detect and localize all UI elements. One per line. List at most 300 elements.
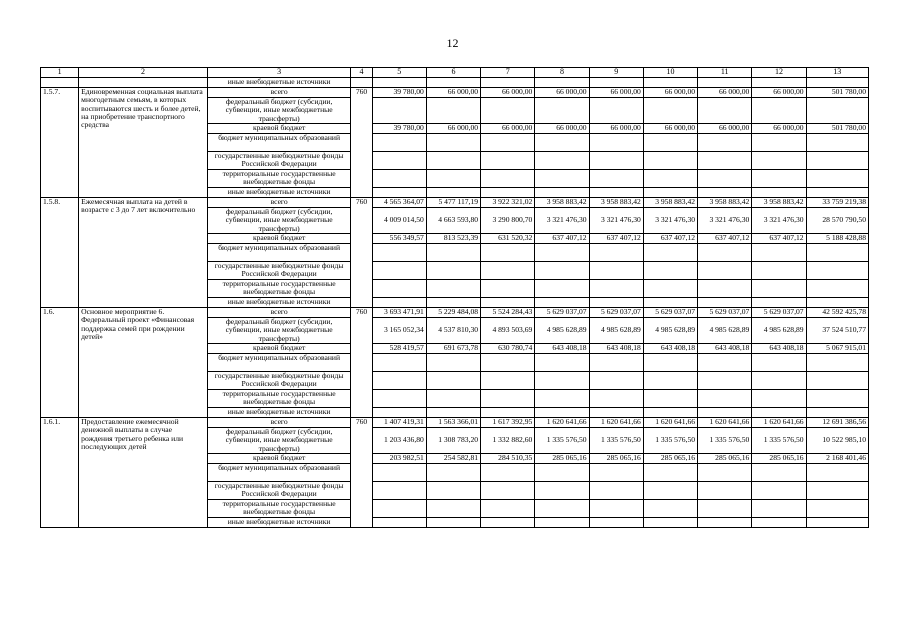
funding-source: территориальные государственные внебюджетные фонды bbox=[207, 280, 351, 298]
amount-cell: 66 000,00 bbox=[535, 124, 589, 134]
amount-cell: 4 009 014,50 bbox=[372, 208, 426, 234]
amount-cell: 4 985 628,89 bbox=[535, 318, 589, 344]
amount-cell: 3 321 476,30 bbox=[698, 208, 752, 234]
amount-cell bbox=[535, 390, 589, 408]
amount-cell bbox=[426, 188, 480, 198]
amount-cell bbox=[535, 298, 589, 308]
amount-cell bbox=[643, 518, 697, 528]
funding-source: всего bbox=[207, 198, 351, 208]
amount-cell bbox=[643, 408, 697, 418]
amount-cell bbox=[752, 464, 806, 482]
amount-cell bbox=[643, 262, 697, 280]
amount-cell bbox=[481, 518, 535, 528]
amount-cell: 3 958 883,42 bbox=[752, 198, 806, 208]
amount-cell bbox=[643, 280, 697, 298]
amount-cell bbox=[752, 262, 806, 280]
amount-cell: 637 407,12 bbox=[752, 234, 806, 244]
amount-cell: 3 958 883,42 bbox=[698, 198, 752, 208]
amount-cell: 3 290 800,70 bbox=[481, 208, 535, 234]
amount-cell bbox=[426, 518, 480, 528]
table-row bbox=[41, 88, 869, 98]
funding-source: государственные внебюджетные фонды Российской Федерации bbox=[207, 152, 351, 170]
amount-cell bbox=[481, 134, 535, 152]
empty-cell bbox=[698, 78, 752, 88]
total-cell bbox=[806, 354, 868, 372]
amount-cell bbox=[426, 390, 480, 408]
amount-cell bbox=[589, 482, 643, 500]
amount-cell: 631 520,32 bbox=[481, 234, 535, 244]
amount-cell bbox=[698, 354, 752, 372]
funding-source: территориальные государственные внебюджетные фонды bbox=[207, 500, 351, 518]
total-cell bbox=[806, 152, 868, 170]
total-cell bbox=[806, 170, 868, 188]
table-body bbox=[41, 78, 869, 528]
amount-cell: 66 000,00 bbox=[535, 88, 589, 98]
amount-cell bbox=[372, 464, 426, 482]
amount-cell bbox=[752, 170, 806, 188]
amount-cell: 637 407,12 bbox=[643, 234, 697, 244]
amount-cell bbox=[426, 500, 480, 518]
total-cell bbox=[806, 408, 868, 418]
amount-cell: 643 408,18 bbox=[535, 344, 589, 354]
amount-cell bbox=[698, 170, 752, 188]
admin-code: 760 bbox=[351, 198, 372, 308]
amount-cell: 203 982,51 bbox=[372, 454, 426, 464]
amount-cell: 66 000,00 bbox=[589, 124, 643, 134]
amount-cell bbox=[481, 170, 535, 188]
amount-cell bbox=[698, 408, 752, 418]
amount-cell bbox=[481, 98, 535, 124]
amount-cell: 1 620 641,66 bbox=[535, 418, 589, 428]
empty-cell bbox=[79, 78, 208, 88]
amount-cell: 254 582,81 bbox=[426, 454, 480, 464]
total-cell: 37 524 510,77 bbox=[806, 318, 868, 344]
empty-cell bbox=[481, 78, 535, 88]
amount-cell: 66 000,00 bbox=[643, 88, 697, 98]
amount-cell: 1 335 576,50 bbox=[643, 428, 697, 454]
total-cell: 28 570 790,50 bbox=[806, 208, 868, 234]
page-number: 12 bbox=[446, 36, 459, 50]
table-row bbox=[41, 308, 869, 318]
total-cell: 501 780,00 bbox=[806, 124, 868, 134]
empty-cell bbox=[426, 78, 480, 88]
funding-source: иные внебюджетные источники bbox=[207, 188, 351, 198]
total-cell bbox=[806, 280, 868, 298]
amount-cell: 4 893 503,69 bbox=[481, 318, 535, 344]
column-number-row bbox=[41, 68, 869, 78]
amount-cell bbox=[643, 390, 697, 408]
amount-cell bbox=[372, 354, 426, 372]
funding-source: иные внебюджетные источники bbox=[207, 78, 351, 88]
amount-cell bbox=[535, 518, 589, 528]
total-cell: 10 522 985,10 bbox=[806, 428, 868, 454]
column-number: 5 bbox=[372, 68, 426, 78]
amount-cell bbox=[589, 518, 643, 528]
amount-cell: 66 000,00 bbox=[481, 88, 535, 98]
amount-cell bbox=[535, 262, 589, 280]
amount-cell: 39 780,00 bbox=[372, 88, 426, 98]
amount-cell bbox=[752, 372, 806, 390]
item-title: Единовременная социальная выплата многодетным семьям, в которых воспитываются шесть и более детей, на приобретение транспортного средства bbox=[79, 88, 208, 198]
amount-cell bbox=[698, 188, 752, 198]
amount-cell bbox=[643, 98, 697, 124]
amount-cell: 643 408,18 bbox=[752, 344, 806, 354]
column-number: 10 bbox=[643, 68, 697, 78]
amount-cell bbox=[426, 482, 480, 500]
column-number: 9 bbox=[589, 68, 643, 78]
amount-cell bbox=[481, 408, 535, 418]
amount-cell bbox=[372, 482, 426, 500]
amount-cell bbox=[372, 170, 426, 188]
total-cell bbox=[806, 244, 868, 262]
item-number: 1.5.8. bbox=[41, 198, 79, 308]
amount-cell bbox=[426, 262, 480, 280]
amount-cell: 1 620 641,66 bbox=[698, 418, 752, 428]
funding-source: всего bbox=[207, 418, 351, 428]
amount-cell bbox=[752, 134, 806, 152]
amount-cell bbox=[643, 152, 697, 170]
amount-cell bbox=[372, 518, 426, 528]
item-number: 1.6. bbox=[41, 308, 79, 418]
amount-cell bbox=[372, 408, 426, 418]
empty-cell bbox=[535, 78, 589, 88]
amount-cell bbox=[698, 482, 752, 500]
amount-cell: 643 408,18 bbox=[698, 344, 752, 354]
amount-cell bbox=[698, 372, 752, 390]
amount-cell bbox=[372, 98, 426, 124]
amount-cell: 4 537 810,30 bbox=[426, 318, 480, 344]
amount-cell: 637 407,12 bbox=[589, 234, 643, 244]
amount-cell bbox=[535, 280, 589, 298]
column-number: 11 bbox=[698, 68, 752, 78]
amount-cell: 5 629 037,07 bbox=[535, 308, 589, 318]
amount-cell bbox=[372, 372, 426, 390]
amount-cell: 3 922 321,02 bbox=[481, 198, 535, 208]
amount-cell bbox=[481, 244, 535, 262]
total-cell: 5 067 915,01 bbox=[806, 344, 868, 354]
amount-cell bbox=[643, 170, 697, 188]
carry-over-row bbox=[41, 78, 869, 88]
amount-cell bbox=[643, 500, 697, 518]
amount-cell bbox=[535, 188, 589, 198]
amount-cell bbox=[698, 152, 752, 170]
amount-cell bbox=[752, 354, 806, 372]
amount-cell: 1 332 882,60 bbox=[481, 428, 535, 454]
item-title: Предоставление ежемесячной денежной выплаты в случае рождения третьего ребенка или последующих детей bbox=[79, 418, 208, 528]
total-cell: 2 168 401,46 bbox=[806, 454, 868, 464]
admin-code: 760 bbox=[351, 418, 372, 528]
amount-cell bbox=[372, 152, 426, 170]
amount-cell: 4 663 593,80 bbox=[426, 208, 480, 234]
amount-cell: 1 335 576,50 bbox=[698, 428, 752, 454]
amount-cell bbox=[426, 298, 480, 308]
amount-cell: 643 408,18 bbox=[643, 344, 697, 354]
total-cell: 42 592 425,78 bbox=[806, 308, 868, 318]
amount-cell bbox=[643, 188, 697, 198]
funding-source: бюджет муниципальных образований bbox=[207, 134, 351, 152]
amount-cell: 643 408,18 bbox=[589, 344, 643, 354]
amount-cell: 1 617 392,95 bbox=[481, 418, 535, 428]
funding-source: краевой бюджет bbox=[207, 344, 351, 354]
amount-cell: 637 407,12 bbox=[698, 234, 752, 244]
empty-cell bbox=[372, 78, 426, 88]
amount-cell bbox=[752, 482, 806, 500]
amount-cell: 284 510,35 bbox=[481, 454, 535, 464]
amount-cell bbox=[589, 280, 643, 298]
funding-source: краевой бюджет bbox=[207, 124, 351, 134]
amount-cell bbox=[535, 372, 589, 390]
total-cell: 12 691 386,56 bbox=[806, 418, 868, 428]
amount-cell: 1 335 576,50 bbox=[752, 428, 806, 454]
funding-source: территориальные государственные внебюджетные фонды bbox=[207, 170, 351, 188]
amount-cell bbox=[589, 500, 643, 518]
amount-cell bbox=[535, 482, 589, 500]
amount-cell: 813 523,39 bbox=[426, 234, 480, 244]
amount-cell: 5 229 484,08 bbox=[426, 308, 480, 318]
amount-cell bbox=[372, 500, 426, 518]
amount-cell bbox=[481, 390, 535, 408]
amount-cell bbox=[589, 98, 643, 124]
amount-cell: 5 524 284,43 bbox=[481, 308, 535, 318]
total-cell bbox=[806, 500, 868, 518]
amount-cell bbox=[372, 390, 426, 408]
amount-cell bbox=[752, 518, 806, 528]
amount-cell bbox=[589, 372, 643, 390]
amount-cell bbox=[481, 500, 535, 518]
amount-cell bbox=[589, 298, 643, 308]
amount-cell bbox=[589, 188, 643, 198]
amount-cell: 630 780,74 bbox=[481, 344, 535, 354]
amount-cell: 66 000,00 bbox=[643, 124, 697, 134]
amount-cell bbox=[698, 134, 752, 152]
amount-cell: 1 335 576,50 bbox=[589, 428, 643, 454]
amount-cell: 66 000,00 bbox=[589, 88, 643, 98]
amount-cell bbox=[426, 372, 480, 390]
amount-cell bbox=[535, 244, 589, 262]
amount-cell bbox=[589, 354, 643, 372]
amount-cell: 556 349,57 bbox=[372, 234, 426, 244]
amount-cell bbox=[589, 408, 643, 418]
funding-source: федеральный бюджет (субсидии, субвенции, иные межбюджетные трансферты) bbox=[207, 318, 351, 344]
funding-source: краевой бюджет bbox=[207, 234, 351, 244]
amount-cell: 637 407,12 bbox=[535, 234, 589, 244]
amount-cell: 4 985 628,89 bbox=[643, 318, 697, 344]
column-number: 4 bbox=[351, 68, 372, 78]
item-number: 1.6.1. bbox=[41, 418, 79, 528]
column-number: 7 bbox=[481, 68, 535, 78]
amount-cell bbox=[698, 98, 752, 124]
column-number: 3 bbox=[207, 68, 351, 78]
funding-source: бюджет муниципальных образований bbox=[207, 464, 351, 482]
amount-cell: 3 321 476,30 bbox=[643, 208, 697, 234]
amount-cell: 3 321 476,30 bbox=[535, 208, 589, 234]
amount-cell bbox=[752, 244, 806, 262]
amount-cell: 1 308 783,20 bbox=[426, 428, 480, 454]
admin-code: 760 bbox=[351, 308, 372, 418]
amount-cell bbox=[372, 298, 426, 308]
amount-cell bbox=[481, 482, 535, 500]
amount-cell bbox=[752, 98, 806, 124]
funding-source: государственные внебюджетные фонды Российской Федерации bbox=[207, 482, 351, 500]
amount-cell bbox=[589, 170, 643, 188]
table-row bbox=[41, 418, 869, 428]
amount-cell: 285 065,16 bbox=[698, 454, 752, 464]
empty-cell bbox=[41, 78, 79, 88]
amount-cell: 3 958 883,42 bbox=[643, 198, 697, 208]
column-number: 6 bbox=[426, 68, 480, 78]
amount-cell bbox=[643, 482, 697, 500]
amount-cell bbox=[698, 500, 752, 518]
amount-cell bbox=[589, 464, 643, 482]
amount-cell: 691 673,78 bbox=[426, 344, 480, 354]
amount-cell bbox=[535, 354, 589, 372]
amount-cell bbox=[426, 134, 480, 152]
amount-cell bbox=[372, 134, 426, 152]
total-cell bbox=[806, 372, 868, 390]
amount-cell: 3 958 883,42 bbox=[589, 198, 643, 208]
amount-cell bbox=[535, 500, 589, 518]
amount-cell bbox=[698, 464, 752, 482]
amount-cell bbox=[752, 280, 806, 298]
funding-source: бюджет муниципальных образований bbox=[207, 244, 351, 262]
amount-cell bbox=[481, 262, 535, 280]
amount-cell: 5 629 037,07 bbox=[589, 308, 643, 318]
amount-cell: 39 780,00 bbox=[372, 124, 426, 134]
amount-cell bbox=[752, 152, 806, 170]
amount-cell: 1 203 436,80 bbox=[372, 428, 426, 454]
amount-cell bbox=[481, 372, 535, 390]
amount-cell: 3 165 052,34 bbox=[372, 318, 426, 344]
amount-cell: 5 629 037,07 bbox=[752, 308, 806, 318]
amount-cell: 66 000,00 bbox=[426, 88, 480, 98]
empty-cell bbox=[643, 78, 697, 88]
amount-cell: 4 565 364,07 bbox=[372, 198, 426, 208]
total-cell bbox=[806, 98, 868, 124]
item-title: Основное мероприятие 6. Федеральный проект «Финансовая поддержка семей при рождении детей» bbox=[79, 308, 208, 418]
amount-cell bbox=[481, 464, 535, 482]
empty-cell bbox=[589, 78, 643, 88]
amount-cell bbox=[426, 98, 480, 124]
amount-cell: 5 629 037,07 bbox=[643, 308, 697, 318]
funding-source: государственные внебюджетные фонды Российской Федерации bbox=[207, 372, 351, 390]
amount-cell bbox=[535, 464, 589, 482]
amount-cell bbox=[698, 298, 752, 308]
amount-cell bbox=[698, 518, 752, 528]
amount-cell: 3 693 471,91 bbox=[372, 308, 426, 318]
funding-source: иные внебюджетные источники bbox=[207, 518, 351, 528]
funding-source: бюджет муниципальных образований bbox=[207, 354, 351, 372]
amount-cell bbox=[698, 262, 752, 280]
total-cell: 501 780,00 bbox=[806, 88, 868, 98]
amount-cell: 4 985 628,89 bbox=[752, 318, 806, 344]
amount-cell: 66 000,00 bbox=[481, 124, 535, 134]
amount-cell bbox=[372, 188, 426, 198]
amount-cell: 4 985 628,89 bbox=[589, 318, 643, 344]
amount-cell bbox=[752, 390, 806, 408]
amount-cell: 285 065,16 bbox=[535, 454, 589, 464]
amount-cell bbox=[535, 134, 589, 152]
amount-cell: 285 065,16 bbox=[643, 454, 697, 464]
amount-cell: 66 000,00 bbox=[752, 124, 806, 134]
amount-cell bbox=[372, 280, 426, 298]
total-cell: 33 759 219,38 bbox=[806, 198, 868, 208]
item-number: 1.5.7. bbox=[41, 88, 79, 198]
amount-cell: 528 419,57 bbox=[372, 344, 426, 354]
amount-cell bbox=[535, 152, 589, 170]
amount-cell bbox=[481, 280, 535, 298]
amount-cell bbox=[589, 152, 643, 170]
amount-cell: 3 958 883,42 bbox=[535, 198, 589, 208]
column-number: 13 bbox=[806, 68, 868, 78]
column-number: 12 bbox=[752, 68, 806, 78]
amount-cell bbox=[481, 188, 535, 198]
amount-cell bbox=[426, 170, 480, 188]
amount-cell bbox=[643, 298, 697, 308]
amount-cell bbox=[643, 464, 697, 482]
total-cell bbox=[806, 262, 868, 280]
table-row bbox=[41, 198, 869, 208]
amount-cell: 66 000,00 bbox=[426, 124, 480, 134]
amount-cell bbox=[698, 244, 752, 262]
amount-cell bbox=[752, 298, 806, 308]
amount-cell bbox=[426, 244, 480, 262]
amount-cell bbox=[535, 98, 589, 124]
total-cell bbox=[806, 134, 868, 152]
amount-cell: 66 000,00 bbox=[698, 88, 752, 98]
amount-cell: 4 985 628,89 bbox=[698, 318, 752, 344]
amount-cell bbox=[752, 500, 806, 518]
amount-cell bbox=[426, 280, 480, 298]
funding-source: государственные внебюджетные фонды Российской Федерации bbox=[207, 262, 351, 280]
amount-cell bbox=[481, 152, 535, 170]
funding-source: территориальные государственные внебюджетные фонды bbox=[207, 390, 351, 408]
amount-cell: 5 629 037,07 bbox=[698, 308, 752, 318]
amount-cell bbox=[426, 354, 480, 372]
amount-cell bbox=[698, 390, 752, 408]
amount-cell: 3 321 476,30 bbox=[752, 208, 806, 234]
amount-cell: 1 563 366,01 bbox=[426, 418, 480, 428]
total-cell bbox=[806, 482, 868, 500]
amount-cell bbox=[698, 280, 752, 298]
amount-cell: 1 620 641,66 bbox=[643, 418, 697, 428]
amount-cell: 66 000,00 bbox=[752, 88, 806, 98]
funding-source: иные внебюджетные источники bbox=[207, 298, 351, 308]
column-number: 1 bbox=[41, 68, 79, 78]
total-cell bbox=[806, 298, 868, 308]
funding-source: иные внебюджетные источники bbox=[207, 408, 351, 418]
funding-source: федеральный бюджет (субсидии, субвенции, иные межбюджетные трансферты) bbox=[207, 98, 351, 124]
amount-cell bbox=[426, 152, 480, 170]
item-title: Ежемесячная выплата на детей в возрасте с 3 до 7 лет включительно bbox=[79, 198, 208, 308]
amount-cell bbox=[643, 134, 697, 152]
amount-cell bbox=[481, 354, 535, 372]
total-cell: 5 188 428,88 bbox=[806, 234, 868, 244]
amount-cell: 5 477 117,19 bbox=[426, 198, 480, 208]
amount-cell: 1 620 641,66 bbox=[589, 418, 643, 428]
empty-cell bbox=[752, 78, 806, 88]
amount-cell bbox=[589, 244, 643, 262]
amount-cell bbox=[535, 170, 589, 188]
amount-cell bbox=[372, 244, 426, 262]
amount-cell bbox=[643, 244, 697, 262]
budget-table bbox=[40, 67, 869, 528]
funding-source: федеральный бюджет (субсидии, субвенции, иные межбюджетные трансферты) bbox=[207, 208, 351, 234]
empty-cell bbox=[806, 78, 868, 88]
admin-code: 760 bbox=[351, 88, 372, 198]
amount-cell bbox=[589, 390, 643, 408]
funding-source: всего bbox=[207, 88, 351, 98]
amount-cell bbox=[426, 408, 480, 418]
